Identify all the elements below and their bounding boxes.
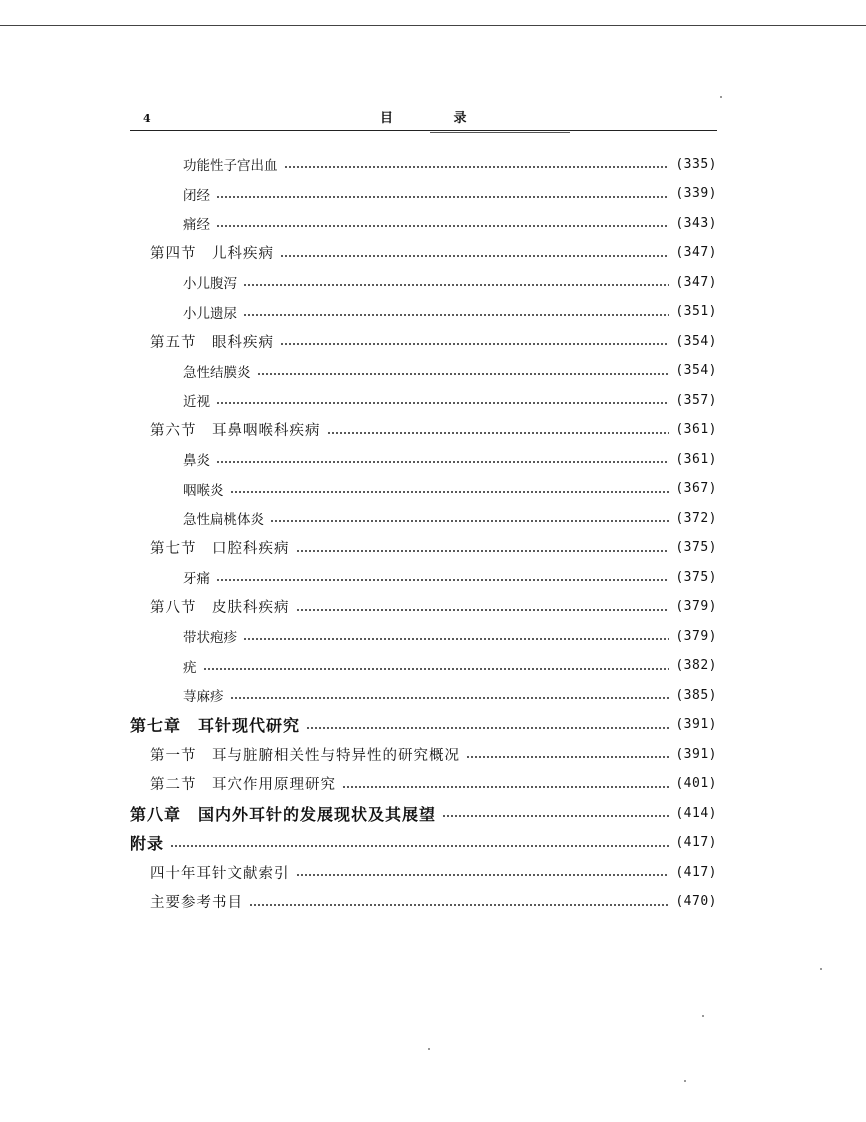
page-number: 4 — [143, 112, 151, 125]
toc-entry-title: 小儿腹泻 — [183, 276, 237, 292]
toc-entry — [130, 714, 717, 736]
toc-entry — [183, 478, 717, 500]
toc-entry — [150, 242, 717, 264]
toc-entry-page: (335) — [675, 156, 717, 172]
dot-leader — [243, 638, 669, 640]
toc-entry — [150, 743, 717, 765]
toc-entry — [150, 861, 717, 883]
dot-leader — [216, 196, 669, 198]
toc-entry — [150, 537, 717, 559]
dot-leader — [203, 668, 670, 670]
toc-entry-title: 牙痛 — [183, 571, 210, 587]
dot-leader — [296, 874, 670, 876]
toc-entry — [183, 153, 717, 175]
toc-entry-page: (401) — [675, 776, 717, 791]
toc-entry — [150, 419, 717, 441]
toc-entry-title: 第七节 口腔科疾病 — [150, 541, 290, 557]
toc-entry-page: (375) — [675, 569, 717, 585]
toc-entry-title: 第五节 眼科疾病 — [150, 334, 274, 351]
toc-entry-title: 近视 — [183, 394, 210, 410]
dot-leader — [257, 373, 670, 375]
header-rule — [130, 130, 717, 131]
scan-speck — [820, 968, 822, 970]
toc-entry-page: (470) — [675, 894, 717, 909]
toc-entry-page: (361) — [675, 451, 717, 467]
toc-entry — [183, 684, 717, 706]
toc-entry-title: 带状疱疹 — [183, 630, 237, 646]
scan-speck — [702, 1015, 704, 1017]
dot-leader — [327, 432, 670, 434]
toc-entry-page: (354) — [675, 363, 717, 378]
toc-entry — [150, 596, 717, 618]
toc-entry-title: 功能性子宫出血 — [183, 158, 278, 174]
dot-leader — [296, 609, 670, 611]
page-title: 目 录 — [380, 111, 495, 126]
toc-entry-title: 咽喉炎 — [183, 482, 224, 499]
toc-entry-page: (382) — [675, 658, 717, 673]
header-rule-accent — [430, 132, 570, 133]
toc-entry-page: (351) — [675, 304, 717, 319]
toc-entry-page: (379) — [675, 599, 717, 614]
toc-entry — [130, 802, 717, 824]
dot-leader — [216, 225, 669, 227]
toc-entry-title: 附录 — [130, 834, 165, 853]
toc-entry-page: (339) — [675, 186, 717, 201]
toc-entry-title: 疣 — [183, 659, 197, 676]
dot-leader — [306, 727, 669, 729]
scan-top-border — [0, 25, 866, 26]
toc-entry — [183, 212, 717, 234]
scan-speck — [428, 1048, 430, 1050]
toc-entry — [183, 507, 717, 529]
toc-entry — [150, 330, 717, 352]
toc-entry-title: 急性结膜炎 — [183, 364, 251, 381]
toc-entry-page: (357) — [675, 392, 717, 408]
dot-leader — [296, 550, 670, 552]
dot-leader — [243, 314, 669, 316]
dot-leader — [216, 461, 669, 463]
toc-entry-page: (375) — [675, 540, 717, 555]
toc-entry-title: 第八章 国内外耳针的发展现状及其展望 — [130, 804, 437, 824]
toc-entry-page: (417) — [675, 835, 717, 850]
toc-entry-title: 第二节 耳穴作用原理研究 — [150, 777, 336, 793]
toc-entry-page: (367) — [675, 481, 717, 496]
toc-entry-title: 第八节 皮肤科疾病 — [150, 600, 290, 616]
toc-entry — [183, 183, 717, 205]
toc-entry-page: (347) — [675, 245, 717, 260]
toc-entry-title: 闭经 — [183, 187, 210, 204]
toc-entry-title: 主要参考书目 — [150, 895, 243, 911]
toc-entry-title: 急性扁桃体炎 — [183, 512, 264, 528]
toc-entry-page: (417) — [675, 864, 717, 880]
toc-entry-title: 荨麻疹 — [183, 689, 224, 705]
toc-entry — [183, 448, 717, 470]
toc-entry-title: 第一节 耳与脏腑相关性与特异性的研究概况 — [150, 747, 460, 764]
toc-entry-page: (354) — [675, 333, 717, 349]
toc-entry-title: 四十年耳针文献索引 — [150, 865, 290, 882]
scan-speck — [720, 96, 722, 98]
toc-entry-page: (343) — [675, 215, 717, 231]
toc-entry-page: (391) — [675, 717, 717, 732]
toc-entry-title: 鼻炎 — [183, 453, 210, 469]
dot-leader — [280, 255, 669, 257]
dot-leader — [284, 166, 670, 168]
toc-entry-page: (414) — [675, 805, 717, 821]
dot-leader — [230, 697, 670, 699]
toc-entry — [130, 832, 717, 854]
toc-entry-page: (361) — [675, 422, 717, 437]
toc-entry — [183, 389, 717, 411]
toc-entry — [150, 891, 717, 913]
toc-entry-page: (379) — [675, 628, 717, 644]
toc-entry-title: 第六节 耳鼻咽喉科疾病 — [150, 423, 321, 439]
toc-entry-title: 第七章 耳针现代研究 — [130, 716, 301, 735]
dot-leader — [230, 491, 670, 493]
toc-entry-page: (347) — [675, 274, 717, 290]
scan-speck — [684, 1080, 686, 1082]
toc-entry-page: (385) — [675, 687, 717, 703]
dot-leader — [170, 845, 669, 847]
toc-entry-title: 痛经 — [183, 217, 210, 233]
toc-entry-title: 小儿遗尿 — [183, 305, 237, 322]
toc-entry-page: (391) — [675, 746, 717, 762]
dot-leader — [249, 904, 669, 906]
dot-leader — [466, 756, 669, 758]
toc-entry — [183, 625, 717, 647]
dot-leader — [243, 284, 669, 286]
toc-entry — [183, 360, 717, 382]
dot-leader — [216, 402, 669, 404]
toc-entry — [183, 566, 717, 588]
toc-entry-title: 第四节 儿科疾病 — [150, 246, 274, 262]
toc-entry — [183, 271, 717, 293]
dot-leader — [342, 786, 669, 788]
dot-leader — [280, 343, 669, 345]
dot-leader — [216, 579, 669, 581]
dot-leader — [270, 520, 669, 522]
toc-entry — [183, 301, 717, 323]
toc-entry — [150, 773, 717, 795]
toc-entry — [183, 655, 717, 677]
toc-entry-page: (372) — [675, 510, 717, 526]
dot-leader — [442, 815, 669, 817]
